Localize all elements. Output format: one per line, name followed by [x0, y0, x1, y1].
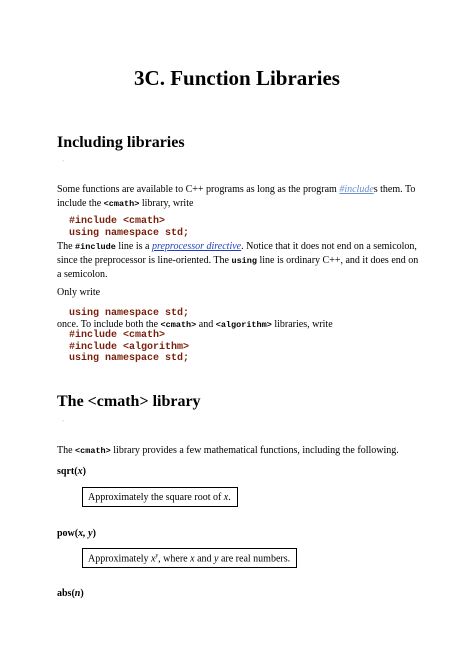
inline-code-cmath: <cmath> [103, 199, 140, 210]
section-heading-cmath-library: The <cmath> library [57, 393, 201, 410]
function-pow-heading: pow(x, y) [57, 528, 96, 539]
inline-code-cmath: <cmath> [75, 446, 111, 456]
code-line: using namespace std; [69, 308, 190, 319]
function-sqrt-heading: sqrt(x) [57, 466, 86, 477]
code-line: #include <algorithm> [69, 341, 190, 353]
preprocessor-directive-link[interactable]: preprocessor directive [151, 241, 242, 252]
inline-code-cmath: <cmath> [160, 320, 197, 330]
section-marker: ’ [62, 420, 64, 426]
paragraph-both-libraries: once. To include both the <cmath> and <algorithm> libraries, write [57, 319, 333, 330]
section-heading-including-libraries: Including libraries [57, 134, 185, 151]
code-line: using namespace std; [69, 227, 190, 239]
include-link[interactable]: #include [339, 184, 374, 195]
page-title: 3C. Function Libraries [134, 66, 340, 90]
function-sqrt-description: Approximately the square root of x. [82, 487, 238, 507]
code-block-1 [69, 216, 189, 239]
function-abs-heading: abs(n) [57, 588, 84, 599]
inline-code-using: using [231, 256, 257, 267]
code-line: using namespace std; [69, 353, 190, 365]
inline-code-algorithm: <algorithm> [215, 320, 272, 330]
paragraph-intro: Some functions are available to C++ programs as long as the program #includes them. To include the <cmath> library, write [57, 184, 416, 210]
paragraph-preprocessor: The #include line is a preprocessor directive. Notice that it does not end on a semicolon, since the preprocessor is line-oriented. The using line is ordinary C++, and it does end on a semicolon. [57, 241, 419, 281]
code-block-3 [69, 330, 189, 365]
code-line: #include <cmath> [69, 216, 166, 227]
code-line: #include <cmath> [69, 330, 166, 341]
section-marker: ’ [62, 160, 64, 166]
inline-code-include: #include [75, 242, 116, 252]
paragraph-only-write: Only write [57, 287, 101, 298]
paragraph-cmath-intro: The <cmath> library provides a few mathematical functions, including the following. [57, 445, 399, 456]
function-pow-description: Approximately $x^y$, where x and y are real numbers. [82, 548, 297, 568]
